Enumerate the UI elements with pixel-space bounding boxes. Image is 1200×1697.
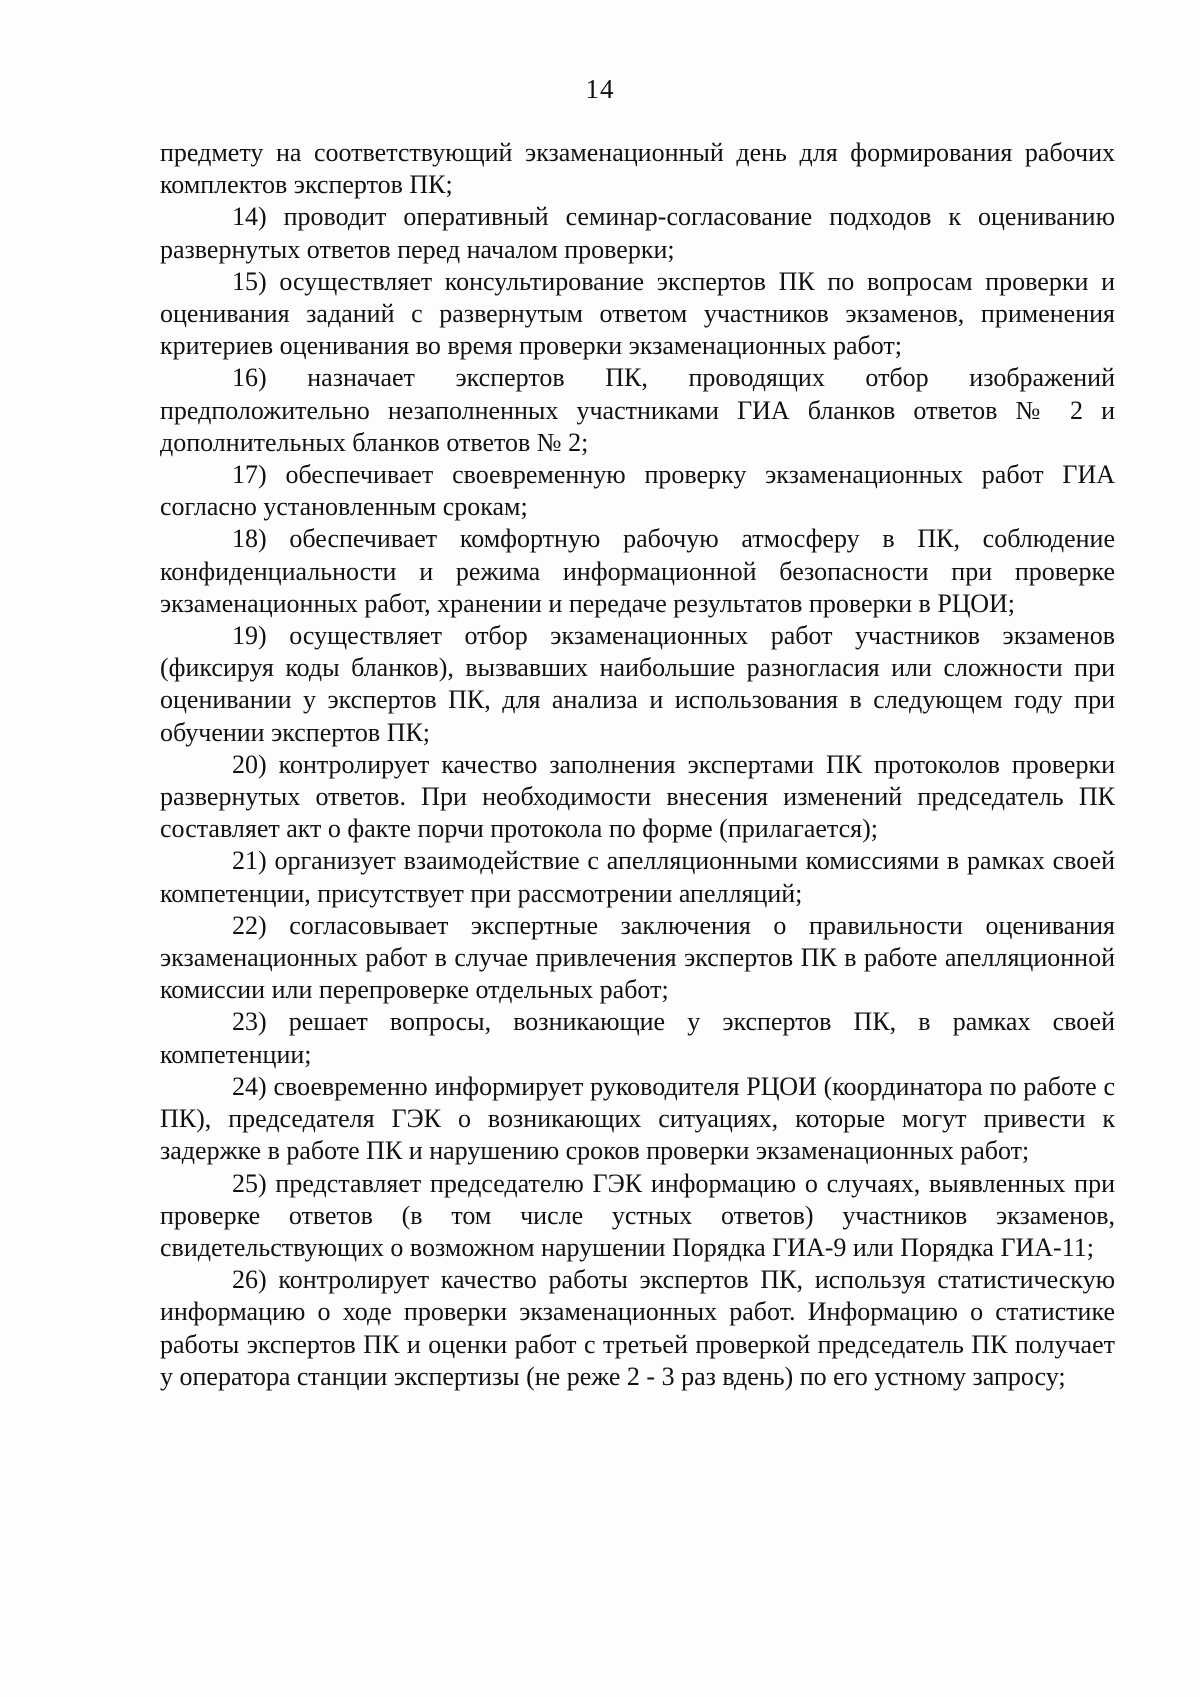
- paragraph-continuation: предмету на соответствующий экзаменационный день для формирования рабочих комплектов экспертов ПК;: [160, 138, 1115, 200]
- paragraph-item-24: 24) своевременно информирует руководителя РЦОИ (координатора по работе с ПК), председателя ГЭК о возникающих ситуациях, которые могут привести к задержке в работе ПК и нарушению сроков проверки экзаменационных работ;: [160, 1071, 1115, 1166]
- paragraph-item-26: 26) контролирует качество работы экспертов ПК, используя статистическую информацию о ходе проверки экзаменационных работ. Информацию о статистике работы экспертов ПК и оценки работ с третьей проверкой председатель ПК получает у оператора станции экспертизы (не реже 2 - 3 раз вдень) по его устному запросу;: [160, 1265, 1115, 1391]
- paragraph-item-15: 15) осуществляет консультирование экспертов ПК по вопросам проверки и оценивания заданий с развернутым ответом участников экзаменов, применения критериев оценивания во время проверки экзаменационных работ;: [160, 266, 1115, 361]
- paragraph-item-21: 21) организует взаимодействие с апелляционными комиссиями в рамках своей компетенции, присутствует при рассмотрении апелляций;: [160, 846, 1115, 908]
- paragraph-item-14: 14) проводит оперативный семинар-согласование подходов к оцениванию развернутых ответов перед началом проверки;: [160, 202, 1115, 264]
- paragraph-item-20: 20) контролирует качество заполнения экспертами ПК протоколов проверки развернутых ответов. При необходимости внесения изменений председатель ПК составляет акт о факте порчи протокола по форме (прилагается);: [160, 749, 1115, 844]
- paragraph-item-17: 17) обеспечивает своевременную проверку экзаменационных работ ГИА согласно установленным срокам;: [160, 460, 1115, 522]
- document-body: [160, 137, 1115, 1393]
- paragraph-item-23: 23) решает вопросы, возникающие у экспертов ПК, в рамках своей компетенции;: [160, 1007, 1115, 1069]
- paragraph-item-18: 18) обеспечивает комфортную рабочую атмосферу в ПК, соблюдение конфиденциальности и режима информационной безопасности при проверке экзаменационных работ, хранении и передаче результатов проверки в РЦОИ;: [160, 524, 1115, 618]
- paragraph-item-19: 19) осуществляет отбор экзаменационных работ участников экзаменов (фиксируя коды бланков), вызвавших наибольшие разногласия или сложности при оценивании у экспертов ПК, для анализа и использования в следующем году при обучении экспертов ПК;: [160, 621, 1115, 747]
- paragraph-item-22: 22) согласовывает экспертные заключения о правильности оценивания экзаменационных работ в случае привлечения экспертов ПК в работе апелляционной комиссии или перепроверке отдельных работ;: [160, 910, 1115, 1005]
- page-number: 14: [585, 74, 615, 104]
- paragraph-item-16: 16) назначает экспертов ПК, проводящих отбор изображений предположительно незаполненных участниками ГИА бланков ответов № 2 и дополнительных бланков ответов № 2;: [160, 363, 1115, 457]
- paragraph-item-25: 25) представляет председателю ГЭК информацию о случаях, выявленных при проверке ответов (в том числе устных ответов) участников экзаменов, свидетельствующих о возможном нарушении Порядка ГИА-9 или Порядка ГИА-11;: [160, 1168, 1115, 1262]
